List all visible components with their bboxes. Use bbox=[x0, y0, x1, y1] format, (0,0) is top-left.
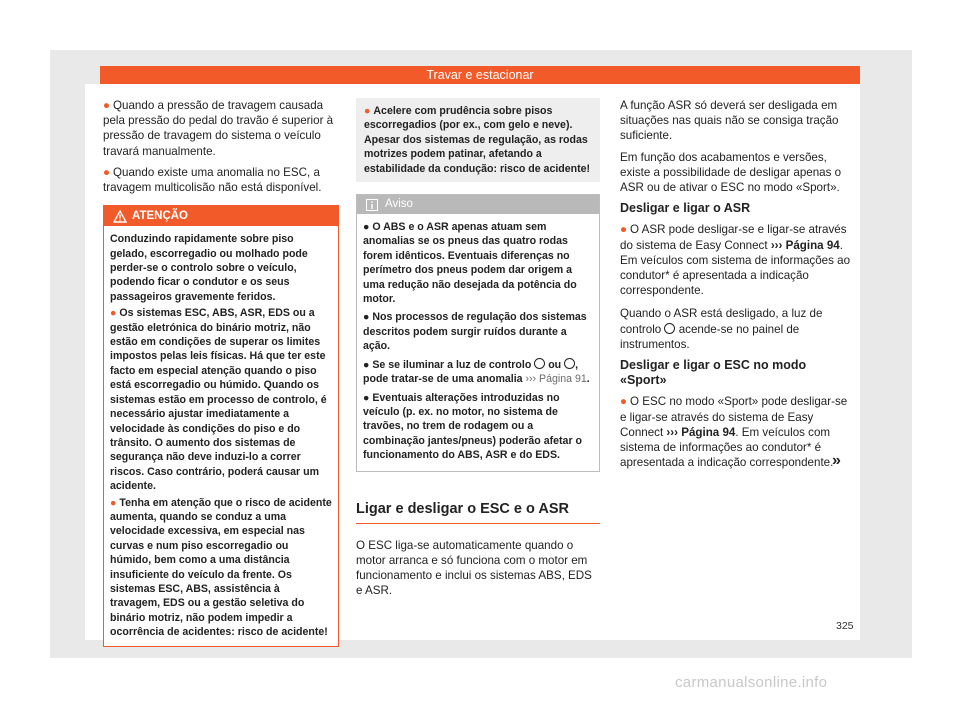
warning-intro: Conduzindo rapidamente sobre piso gelado, escorregadio ou molhado pode perder-se o controlo sobre o veículo, podendo ficar o condutor e os seus passageiros gravemente feridos. bbox=[110, 233, 308, 303]
list-item: ● O ESC no modo «Sport» pode desligar-se e ligar-se através do sistema de Easy Connect ››› Página 94. Em veículos com sistema de informações ao condutor* é apresentada a indicação correspondente. bbox=[620, 395, 848, 470]
bullet-icon: ● bbox=[363, 391, 373, 404]
bullet-icon: ● bbox=[110, 307, 117, 320]
bullet-icon: ● bbox=[110, 496, 117, 509]
bullet-icon: ● bbox=[620, 223, 628, 237]
bullet-icon: ● bbox=[364, 105, 371, 117]
paragraph: Quando o ASR está desligado, a luz de controlo acende-se no painel de instrumentos. bbox=[620, 307, 823, 351]
column-left bbox=[103, 98, 339, 647]
watermark: carmanualsonline.info bbox=[675, 674, 828, 691]
section-text: O ESC liga-se automaticamente quando o motor arranca e só funciona com o motor em funcionamento e inclui os sistemas ABS, EDS e ASR. bbox=[356, 538, 592, 598]
list-item: ● O ABS e o ASR apenas atuam sem anomalias se os pneus das quatro rodas forem idênticos. Eventuais diferenças no perímetro dos pneus podem dar origem a uma redução não desejada da potência do motor. bbox=[363, 221, 577, 306]
bullet-icon: ● bbox=[103, 165, 111, 179]
asr-light-icon bbox=[664, 323, 675, 334]
page-link[interactable]: ››› Página 94 bbox=[666, 425, 736, 439]
bullet-icon: ● bbox=[103, 99, 111, 112]
warning-continuation: ● Acelere com prudência sobre pisos escorregadios (por ex., com gelo e neve). Apesar dos sistemas de regulação, as rodas motrizes podem patinar, afetando a estabilidade da condução: risco de acidente! bbox=[356, 98, 600, 182]
column-right bbox=[620, 98, 856, 476]
note-header bbox=[357, 195, 599, 214]
list-item: ● Quando a pressão de travagem causada pela pressão do pedal do travão é superior à pressão de travagem do sistema o veículo travará manualmente. bbox=[103, 99, 334, 158]
warning-label: ATENÇÃO bbox=[132, 210, 189, 223]
page-link[interactable]: ››› Página 94 bbox=[770, 238, 840, 252]
warning-box bbox=[103, 205, 339, 646]
warning-body bbox=[104, 226, 338, 645]
asr-light-icon bbox=[564, 358, 575, 369]
warning-triangle-icon bbox=[113, 210, 127, 223]
list-item: ● Tenha em atenção que o risco de acidente aumenta, quando se conduz a uma velocidade excessiva, em especial nas curvas e num piso escorregadio ou húmido, bem como a uma distância insuficiente do veículo da frente. Os sistemas ESC, ABS, assistência à travagem, EDS ou a gestão seletiva do binário motriz, não podem impedir a ocorrência de acidentes: risco de acidente! bbox=[110, 496, 332, 639]
chapter-header: Travar e estacionar bbox=[100, 66, 860, 84]
bullet-icon: ● bbox=[620, 395, 628, 409]
subheading: Desligar e ligar o ASR bbox=[620, 201, 751, 216]
note-label: Aviso bbox=[385, 198, 413, 211]
list-item: ● O ASR pode desligar-se e ligar-se através do sistema de Easy Connect ››› Página 94. Em veículos com sistema de informações ao condutor* é apresentada a indicação correspondente. bbox=[620, 223, 851, 298]
bullet-icon: ● bbox=[363, 221, 373, 234]
bullet-icon: ● bbox=[363, 358, 373, 371]
list-item: ● Eventuais alterações introduzidas no veículo (p. ex. no motor, no sistema de travões, no trem de rodagem ou a combinação jantes/pneus) poderão afetar o funcionamento do ABS, ASR e do EDS. bbox=[363, 391, 582, 462]
page-number: 325 bbox=[836, 620, 854, 632]
continue-marker: » bbox=[832, 452, 841, 469]
paragraph: Em função dos acabamentos e versões, existe a possibilidade de desligar apenas o ASR ou de ativar o ESC no modo «Sport». bbox=[620, 150, 842, 195]
column-middle bbox=[356, 98, 600, 605]
warning-header bbox=[104, 206, 338, 226]
list-item: ● Nos processos de regulação dos sistemas descritos podem surgir ruídos durante a ação. bbox=[363, 311, 587, 353]
page-link[interactable]: ››› Página 91 bbox=[525, 373, 587, 386]
paragraph: A função ASR só deverá ser desligada em situações nas quais não se consiga tração suficiente. bbox=[620, 99, 839, 143]
note-box bbox=[356, 194, 600, 472]
info-icon bbox=[366, 199, 378, 211]
subheading: Desligar e ligar o ESC no modo «Sport» bbox=[620, 358, 807, 388]
bullet-icon: ● bbox=[363, 311, 373, 324]
list-item: ● Os sistemas ESC, ABS, ASR, EDS ou a gestão eletrónica do binário motriz, não estão em condições de superar os limites impostos pelas leis físicas. Há que ter este facto em especial atenção quando o piso está escorregadio ou húmido. Quando os sistemas estão em processo de controlo, é necessário ajustar imediatamente a velocidade às condições do piso e do trânsito. O aumento dos sistemas de segurança não deve induzi-lo a correr riscos. Caso contrário, poderá causar um acidente. bbox=[110, 307, 327, 493]
list-item: ● Quando existe uma anomalia no ESC, a travagem multicolisão não está disponível. bbox=[103, 165, 322, 195]
note-body bbox=[357, 214, 599, 471]
warning-light-icon bbox=[534, 358, 545, 369]
section-title: Ligar e desligar o ESC e o ASR bbox=[356, 502, 600, 524]
list-item: ● Se se iluminar a luz de controlo ou , pode tratar-se de uma anomalia ››› Página 91. bbox=[363, 358, 590, 386]
